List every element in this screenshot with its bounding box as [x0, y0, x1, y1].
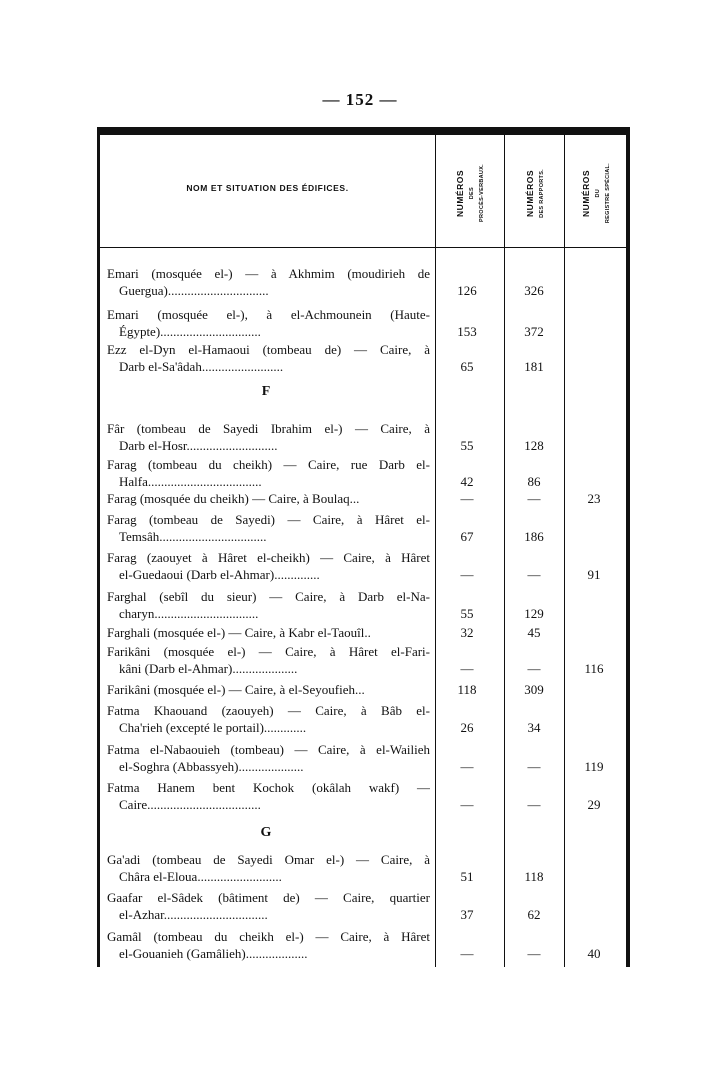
index-entry: [107, 265, 430, 299]
entry-line: el-Soghra (Abbassyeh)....................: [119, 759, 304, 774]
index-entry: [107, 889, 430, 923]
entry-line: el-Gouanieh (Gamâlieh)...................: [119, 946, 308, 961]
proces-verbal-number: 55: [460, 606, 474, 621]
index-entry: [107, 588, 430, 622]
index-entry: [107, 681, 430, 698]
proces-verbal-number: 32: [460, 625, 474, 640]
rapport-number: 326: [524, 283, 544, 298]
rapport-number: —: [527, 946, 541, 961]
entry-line: Farghal (sebîl du sieur) — Caire, à Darb el-Na-: [107, 589, 430, 604]
rapport-number: 129: [524, 606, 544, 621]
index-entry: [107, 741, 430, 775]
header-col3-small2: REGISTRE SPÉCIAL.: [605, 162, 611, 224]
index-entry: [107, 643, 430, 677]
rapport-number: 86: [527, 474, 541, 489]
entry-line: Fatma el-Nabaouieh (tombeau) — Caire, à el-Wailieh: [107, 742, 430, 757]
entry-line: Ga'adi (tombeau de Sayedi Omar el-) — Caire, à: [107, 852, 430, 867]
proces-verbal-number: 26: [460, 720, 474, 735]
entry-line: Farag (zaouyet à Hâret el-cheikh) — Caire, à Hâret: [107, 550, 430, 565]
registre-number: 119: [584, 759, 604, 774]
header-col1-small2: PROCÈS-VERBAUX.: [479, 164, 485, 222]
proces-verbal-number: 126: [457, 283, 477, 298]
registre-number: 91: [587, 567, 601, 582]
header-name-column: NOM ET SITUATION DES ÉDIFICES.: [186, 183, 349, 193]
entry-line: el-Azhar................................: [119, 907, 268, 922]
entry-line: el-Guedaoui (Darb el-Ahmar)..............: [119, 567, 320, 582]
entry-line: Emari (mosquée el-), à el-Achmounein (Haute-: [107, 307, 430, 322]
entry-line: Halfa...................................: [119, 474, 262, 489]
entry-line: Darb el-Sa'âdah.........................: [119, 359, 284, 374]
entry-line: Farag (tombeau du cheikh) — Caire, rue Darb el-: [107, 457, 430, 472]
rapport-number: —: [527, 759, 541, 774]
entry-line: Châra el-Eloua..........................: [119, 869, 282, 884]
column-divider: [435, 135, 436, 967]
entry-line: charyn................................: [119, 606, 259, 621]
proces-verbal-number: —: [460, 661, 474, 676]
registre-number: 23: [587, 491, 601, 506]
header-divider: [100, 247, 626, 248]
proces-verbal-number: —: [460, 567, 474, 582]
index-entry: [107, 341, 430, 375]
header-col3-big: NUMÉROS: [581, 169, 591, 217]
entry-line: Temsâh.................................: [119, 529, 267, 544]
header-col2-small: DES RAPPORTS.: [538, 168, 545, 218]
section-letter: F: [261, 384, 271, 399]
proces-verbal-number: —: [460, 491, 474, 506]
header-rapports: [505, 143, 564, 243]
rapport-number: 34: [527, 720, 541, 735]
proces-verbal-number: —: [460, 946, 474, 961]
index-entry: [107, 511, 430, 545]
rapport-number: 118: [524, 869, 544, 884]
entry-line: Darb el-Hosr............................: [119, 438, 278, 453]
page-number: — 152 —: [322, 90, 398, 109]
entry-line: Emari (mosquée el-) — à Akhmim (moudirieh de: [107, 266, 430, 281]
header-col3-small1: DU: [595, 188, 601, 198]
rapport-number: —: [527, 661, 541, 676]
rapport-number: 372: [524, 324, 544, 339]
rapport-number: 62: [527, 907, 541, 922]
proces-verbal-number: 65: [460, 359, 474, 374]
index-entry: [107, 549, 430, 583]
entry-line: Farghali (mosquée el-) — Caire, à Kabr el-Taouîl..: [107, 625, 371, 640]
proces-verbal-number: 42: [460, 474, 474, 489]
index-entry: [107, 306, 430, 340]
entry-line: Ezz el-Dyn el-Hamaoui (tombeau de) — Caire, à: [107, 342, 430, 357]
entry-line: Cha'rieh (excepté le portail).............: [119, 720, 307, 735]
rapport-number: 128: [524, 438, 544, 453]
registre-number: 40: [587, 946, 601, 961]
proces-verbal-number: 51: [460, 869, 474, 884]
entry-line: Farag (tombeau de Sayedi) — Caire, à Hâret el-: [107, 512, 430, 527]
entry-line: kâni (Darb el-Ahmar)....................: [119, 661, 298, 676]
entry-line: Farikâni (mosquée el-) — Caire, à Hâret el-Fari-: [107, 644, 430, 659]
entry-line: Farag (mosquée du cheikh) — Caire, à Boulaq...: [107, 491, 360, 506]
rapport-number: —: [527, 567, 541, 582]
index-entry: [107, 928, 430, 962]
entry-line: Égypte)...............................: [119, 324, 261, 339]
header-col2-big: NUMÉROS: [524, 169, 535, 217]
entry-line: Gaafar el-Sâdek (bâtiment de) — Caire, quartier: [107, 890, 430, 905]
proces-verbal-number: 37: [460, 907, 474, 922]
rapport-number: 181: [524, 359, 544, 374]
header-proces-verbaux: [436, 143, 504, 243]
index-entry: [107, 456, 430, 490]
proces-verbal-number: 118: [457, 682, 477, 697]
index-entry: [107, 779, 430, 813]
header-col1-small1: DES: [469, 186, 475, 200]
proces-verbal-number: 67: [460, 529, 474, 544]
header-registre: [565, 143, 627, 243]
proces-verbal-number: 153: [457, 324, 477, 339]
index-entry: [107, 702, 430, 736]
proces-verbal-number: 55: [460, 438, 474, 453]
entry-line: Fatma Khaouand (zaouyeh) — Caire, à Bâb el-: [107, 703, 430, 718]
entry-line: Fâr (tombeau de Sayedi Ibrahim el-) — Caire, à: [107, 421, 430, 436]
section-letter: G: [260, 825, 272, 840]
entry-line: Guergua)...............................: [119, 283, 269, 298]
registre-number: 29: [587, 797, 601, 812]
header-col1-big: NUMÉROS: [455, 169, 465, 217]
proces-verbal-number: —: [460, 797, 474, 812]
rapport-number: 186: [524, 529, 544, 544]
entry-line: Gamâl (tombeau du cheikh el-) — Caire, à Hâret: [107, 929, 430, 944]
entry-line: Farikâni (mosquée el-) — Caire, à el-Seyoufieh...: [107, 682, 365, 697]
rapport-number: 309: [524, 682, 544, 697]
entry-line: Fatma Hanem bent Kochok (okâlah wakf) —: [107, 780, 430, 795]
rapport-number: —: [527, 797, 541, 812]
rapport-number: —: [527, 491, 541, 506]
registre-number: 116: [584, 661, 604, 676]
index-entry: [107, 490, 430, 507]
rapport-number: 45: [527, 625, 541, 640]
entry-line: Caire...................................: [119, 797, 261, 812]
index-entry: [107, 624, 430, 641]
column-divider: [564, 135, 565, 967]
index-table: [97, 127, 630, 967]
index-entry: [107, 420, 430, 454]
column-divider: [504, 135, 505, 967]
index-entry: [107, 851, 430, 885]
proces-verbal-number: —: [460, 759, 474, 774]
